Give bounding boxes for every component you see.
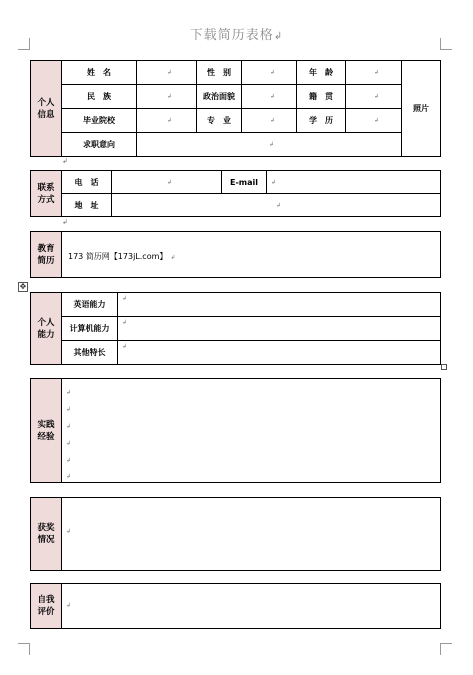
political-status-field[interactable]: ↲: [242, 85, 297, 109]
name-label: 姓 名: [62, 61, 137, 85]
education-level-label: 学 历: [297, 109, 346, 133]
name-field[interactable]: ↲: [137, 61, 197, 85]
job-objective-label: 求职意向: [62, 133, 137, 156]
crop-mark-top-left: [18, 38, 30, 50]
self-evaluation-section: [30, 583, 441, 629]
ethnicity-field[interactable]: ↲: [137, 85, 197, 109]
gender-field[interactable]: ↲: [242, 61, 297, 85]
personal-info-label: 个人信息: [31, 61, 62, 156]
age-label: 年 龄: [297, 61, 346, 85]
contact-section: ↲ 联系方式 电 话 ↲ E-mail ↲ 地 址 ↲: [30, 170, 441, 217]
table-move-handle-icon[interactable]: ✥: [19, 282, 27, 291]
english-skill-label: 英语能力: [62, 293, 118, 317]
education-label: 教育简历: [31, 232, 62, 277]
phone-label: 电 话: [62, 171, 112, 194]
english-skill-field[interactable]: ↲: [118, 293, 440, 317]
school-field[interactable]: ↲: [137, 109, 197, 133]
political-status-label: 政治面貌: [197, 85, 242, 109]
gender-label: 性 别: [197, 61, 242, 85]
skills-section: [30, 292, 441, 365]
school-label: 毕业院校: [62, 109, 137, 133]
education-content[interactable]: 173 简历网【173jL.com】 ↲: [68, 252, 176, 261]
education-section: ↲ 教育简历 173 简历网【173jL.com】 ↲: [30, 231, 441, 278]
job-objective-field[interactable]: ↲: [137, 133, 402, 156]
personal-info-section: [30, 60, 441, 157]
document-title: 下载简历表格↲: [189, 28, 284, 43]
awards-label: 获奖情况: [31, 498, 62, 570]
photo-placeholder[interactable]: 照片: [413, 104, 429, 113]
self-evaluation-label: 自我评价: [31, 584, 62, 628]
table-resize-handle[interactable]: [441, 364, 447, 370]
email-label: E-mail: [222, 171, 267, 194]
email-field[interactable]: ↲: [267, 171, 440, 194]
ethnicity-label: 民 族: [62, 85, 137, 109]
other-skill-label: 其他特长: [62, 341, 118, 364]
practice-content[interactable]: ↲ ↲ ↲ ↲ ↲ ↲: [66, 389, 72, 480]
hometown-field[interactable]: ↲: [346, 85, 402, 109]
practice-section: [30, 378, 441, 483]
skills-label: 个人能力: [31, 293, 62, 364]
crop-mark-bottom-right: [440, 643, 452, 655]
education-level-field[interactable]: ↲: [346, 109, 402, 133]
computer-skill-field[interactable]: ↲: [118, 317, 440, 341]
crop-mark-top-right: [440, 38, 452, 50]
awards-section: [30, 497, 441, 571]
computer-skill-label: 计算机能力: [62, 317, 118, 341]
age-field[interactable]: ↲: [346, 61, 402, 85]
address-field[interactable]: ↲: [276, 201, 282, 209]
other-skill-field[interactable]: ↲: [122, 343, 128, 350]
crop-mark-bottom-left: [18, 643, 30, 655]
awards-content[interactable]: ↲: [66, 528, 72, 535]
self-evaluation-content[interactable]: ↲: [66, 602, 72, 609]
address-label: 地 址: [62, 194, 112, 216]
major-label: 专 业: [197, 109, 242, 133]
phone-field[interactable]: ↲: [112, 171, 222, 194]
hometown-label: 籍 贯: [297, 85, 346, 109]
practice-label: 实践经验: [31, 379, 62, 482]
major-field[interactable]: ↲: [242, 109, 297, 133]
contact-label: 联系方式: [31, 171, 62, 216]
